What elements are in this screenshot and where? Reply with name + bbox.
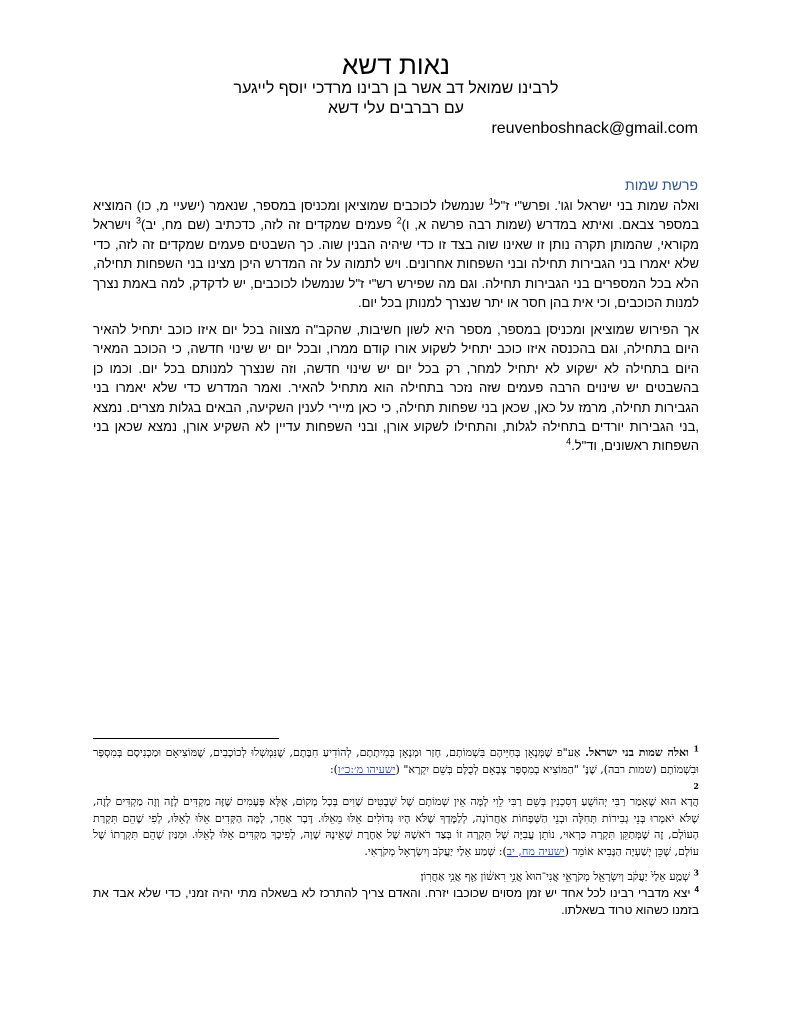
paragraph-text: אך הפירוש שמוציאן ומכניסן במספר, מספר היא לשון חשיבות, שהקב"ה מצווה בכל יום איזו כוכב יתחיל להאיר היום בתחילה, וגם בהכנסה איזו כוכב יתחיל לשקוע אורו קודם ממרו, ובכל יום יש שינוי חדשה, כי הכוכב המאיר היום בתחילה לא ישקוע לא יתחיל למחר, רק בכל יום יש שינוי חדשה, וזה שנצרך למנותם בכל יום. וכמו כן בהשבטים יש שינוים הרבה פעמים שזה נזכר בתחילה הוא מתחיל להאיר. ואמר המדרש כדי שלא יאמרו בני הגבירות תחילה, מרמז על כאן, שכאן בני שפחות תחילה, כי כאן מיירי לענין השקיעה, הבאים בגלות מצרים. נמצא ,בני הגבירות יורדים בתחילה לגלות, והתחילו לשקוע אורן, ובני השפחות עדיין לא השקיע אורן, נמצא שכאן בני השפחות ראשונים, וד"ל. [93,322,699,454]
footnote-number: 1 [693,743,700,754]
footnote-text: ): [329,762,338,776]
footnote-ref-3[interactable]: 3 [135,216,141,227]
footnote-divider [93,738,279,739]
footnote-ref-1[interactable]: 1 [488,196,494,207]
footnote-lemma: ואלה שמות בני ישראל. [585,746,689,759]
footnote-number: 3 [693,867,699,878]
scripture-link[interactable]: ישעיה מח, יב [506,844,565,858]
footnote-ref-4[interactable]: 4 [566,437,572,448]
footnote-text: שְׁמַ֤ע אֵלַי֙ יַעֲקֹ֔ב וְיִשְׂרָאֵ֖ל מְקֹרָאִ֑י אֲנִי־הוּא֙ אֲנִ֣י רִאשׁ֔וֹן אַ֖ף אֲנִ֥י אַחֲרֽוֹן׃ [420,870,690,883]
footnote-text: אַע"פ שֶׁמְּנָאָן בְּחַיֵּיהֶם בִּשְׁמוֹתָם, חָזַר וּמְנָאָן בְּמִיתָתָם, לְהוֹדִיעַ חִבָּתָם, שֶׁנִּמְשְׁלוּ לְכוֹכָבִים, שֶׁמּוֹצִיאָם וּמַכְנִיסָם בְּמִסְפָּר וּבִשְׁמוֹתָם (שמות רבה), שֶׁנֶּ' "הַמּוֹצִיא בְמִסְפָּר צְבָאָם לְכֻלָּם בְּשֵׁם יִקְרָא" ( [93,746,699,776]
paragraph-text: ואלה שמות בני ישראל וגו'. ופרש"י ז"ל [493,198,699,213]
footnote-number: 2 [693,781,699,791]
footnote-2-number [93,778,699,795]
body-paragraph-2 [93,320,699,456]
footnote-ref-2[interactable]: 2 [396,216,402,227]
paragraph-text: שנמשלו לכוכבים שמוציאן ומכניסן במספר, שנאמר (ישעיי מ, כו) המוציא במספר צבאם. ואיתא במדרש (שמות רבה פרשה א, ו) [93,198,699,233]
footnote-text: יצא מדברי רבינו לכל אחד יש זמן מסוים שכוכבו יזרח. והאדם צריך להתרכז לא בשאלה מתי יהיה זמני, כדי שלא אבד את בזמנו כשהוא טרוד בשאלתו. [93,886,699,917]
footnote-text: הֲדָא הוּא שֶׁאָמַר רַבִּי יְהוֹשֻׁעַ דְּסִכְנִין בְּשֵׁם רַבִּי לֵוִי לָמָּה אֵין שְׁמוֹתָם שֶׁל שְׁבָטִים שָׁוִים בְּכָל מָקוֹם, אֶלָּא פְּעָמִים שֶׁזֶּה מַקְדִּים לָזֶה וְזֶה מַקְדִּים לָזֶה, שֶׁלֹּא יֹאמְרוּ בְּנֵי גְבִירוֹת תְּחִלָּה וּבְנֵי הַשְּׁפָחוֹת אַחֲרוֹנָה, לְלַמֶּדְךָ שֶׁלֹּא הָיוּ גְּדוֹלִים אֵלּוּ מֵאֵלּוּ. דָּבָר אַחֵר, לָמָּה הַקְּדִים אֵלּוּ לָאֵלּוּ, לְפִי שֶׁהֵם תִּקְרַת הָעוֹלָם, זֶה שֶׁמְּתַקֵּן תִּקְרָה כַּרְאוּי, נוֹתֵן עֲבִיָּה שֶׁל תִּקְרָה זוֹ בְּצַד רֹאשָׁהּ שֶׁל אַחֶרֶת שֶׁאֵינָהּ שָׁוָה, לְפִיכָךְ מַקְדִּים אֵלּוּ לָאֵלּוּ. וּמִנַּיִן שֶׁהֵם תִּקְרָתוֹ שֶׁל עוֹלָם, שֶׁכֵּן יְשַׁעְיָה הַנָּבִיא אוֹמֵר ( [93,795,699,858]
section-heading: פרשת שמות [625,177,698,193]
document-title: נאות דשא [341,50,451,80]
paragraph-text: פעמים שמקדים זה לזה, כדכתיב (שם מח, יב) [141,217,397,233]
paragraph-text: וישראל מקוראי, שהמותן תקרה נותן זו שאינו שוה בצד זו כדי שיהיה הבנין שוה. כך השבטים פעמים שמקדים זה לזה, כדי שלא יאמרו בני הגבירות תחילה ובני השפחות אחרונים. ויש לתמוה על זה המדרש היכן מצינו בני השפחות תחילה, הלא בכל המספרים בני הגבירות תחילה. וגם מה שפירש רש"י ז"ל שנמשלו לכוכבים, יש לדקדק, למה באמת נצרך למנות הכוכבים, וכי אית בהן חסר או יתר שנצרך למנותן בכל יום. [93,217,699,311]
contact-email[interactable]: reuvenboshnack@gmail.com [491,120,698,137]
author-line: לרבינו שמואל דב אשר בן רבינו מרדכי יוסף לייגער [233,80,559,97]
footnote-text: ): שְׁמַע אֵלַי יַעֲקֹב וְיִשְׂרָאֵל מְקֹרָאִי. [364,844,507,858]
footnote-2 [93,794,699,860]
footnote-1 [93,745,699,778]
body-paragraph-1 [93,196,699,312]
footnote-3 [93,869,699,886]
scripture-link[interactable]: ישעיהו מ׳:כ״ו [337,762,396,776]
commentary-line: עם רברבים עלי דשא [327,100,464,117]
footnote-4 [93,885,699,918]
footnote-number: 4 [694,885,699,894]
